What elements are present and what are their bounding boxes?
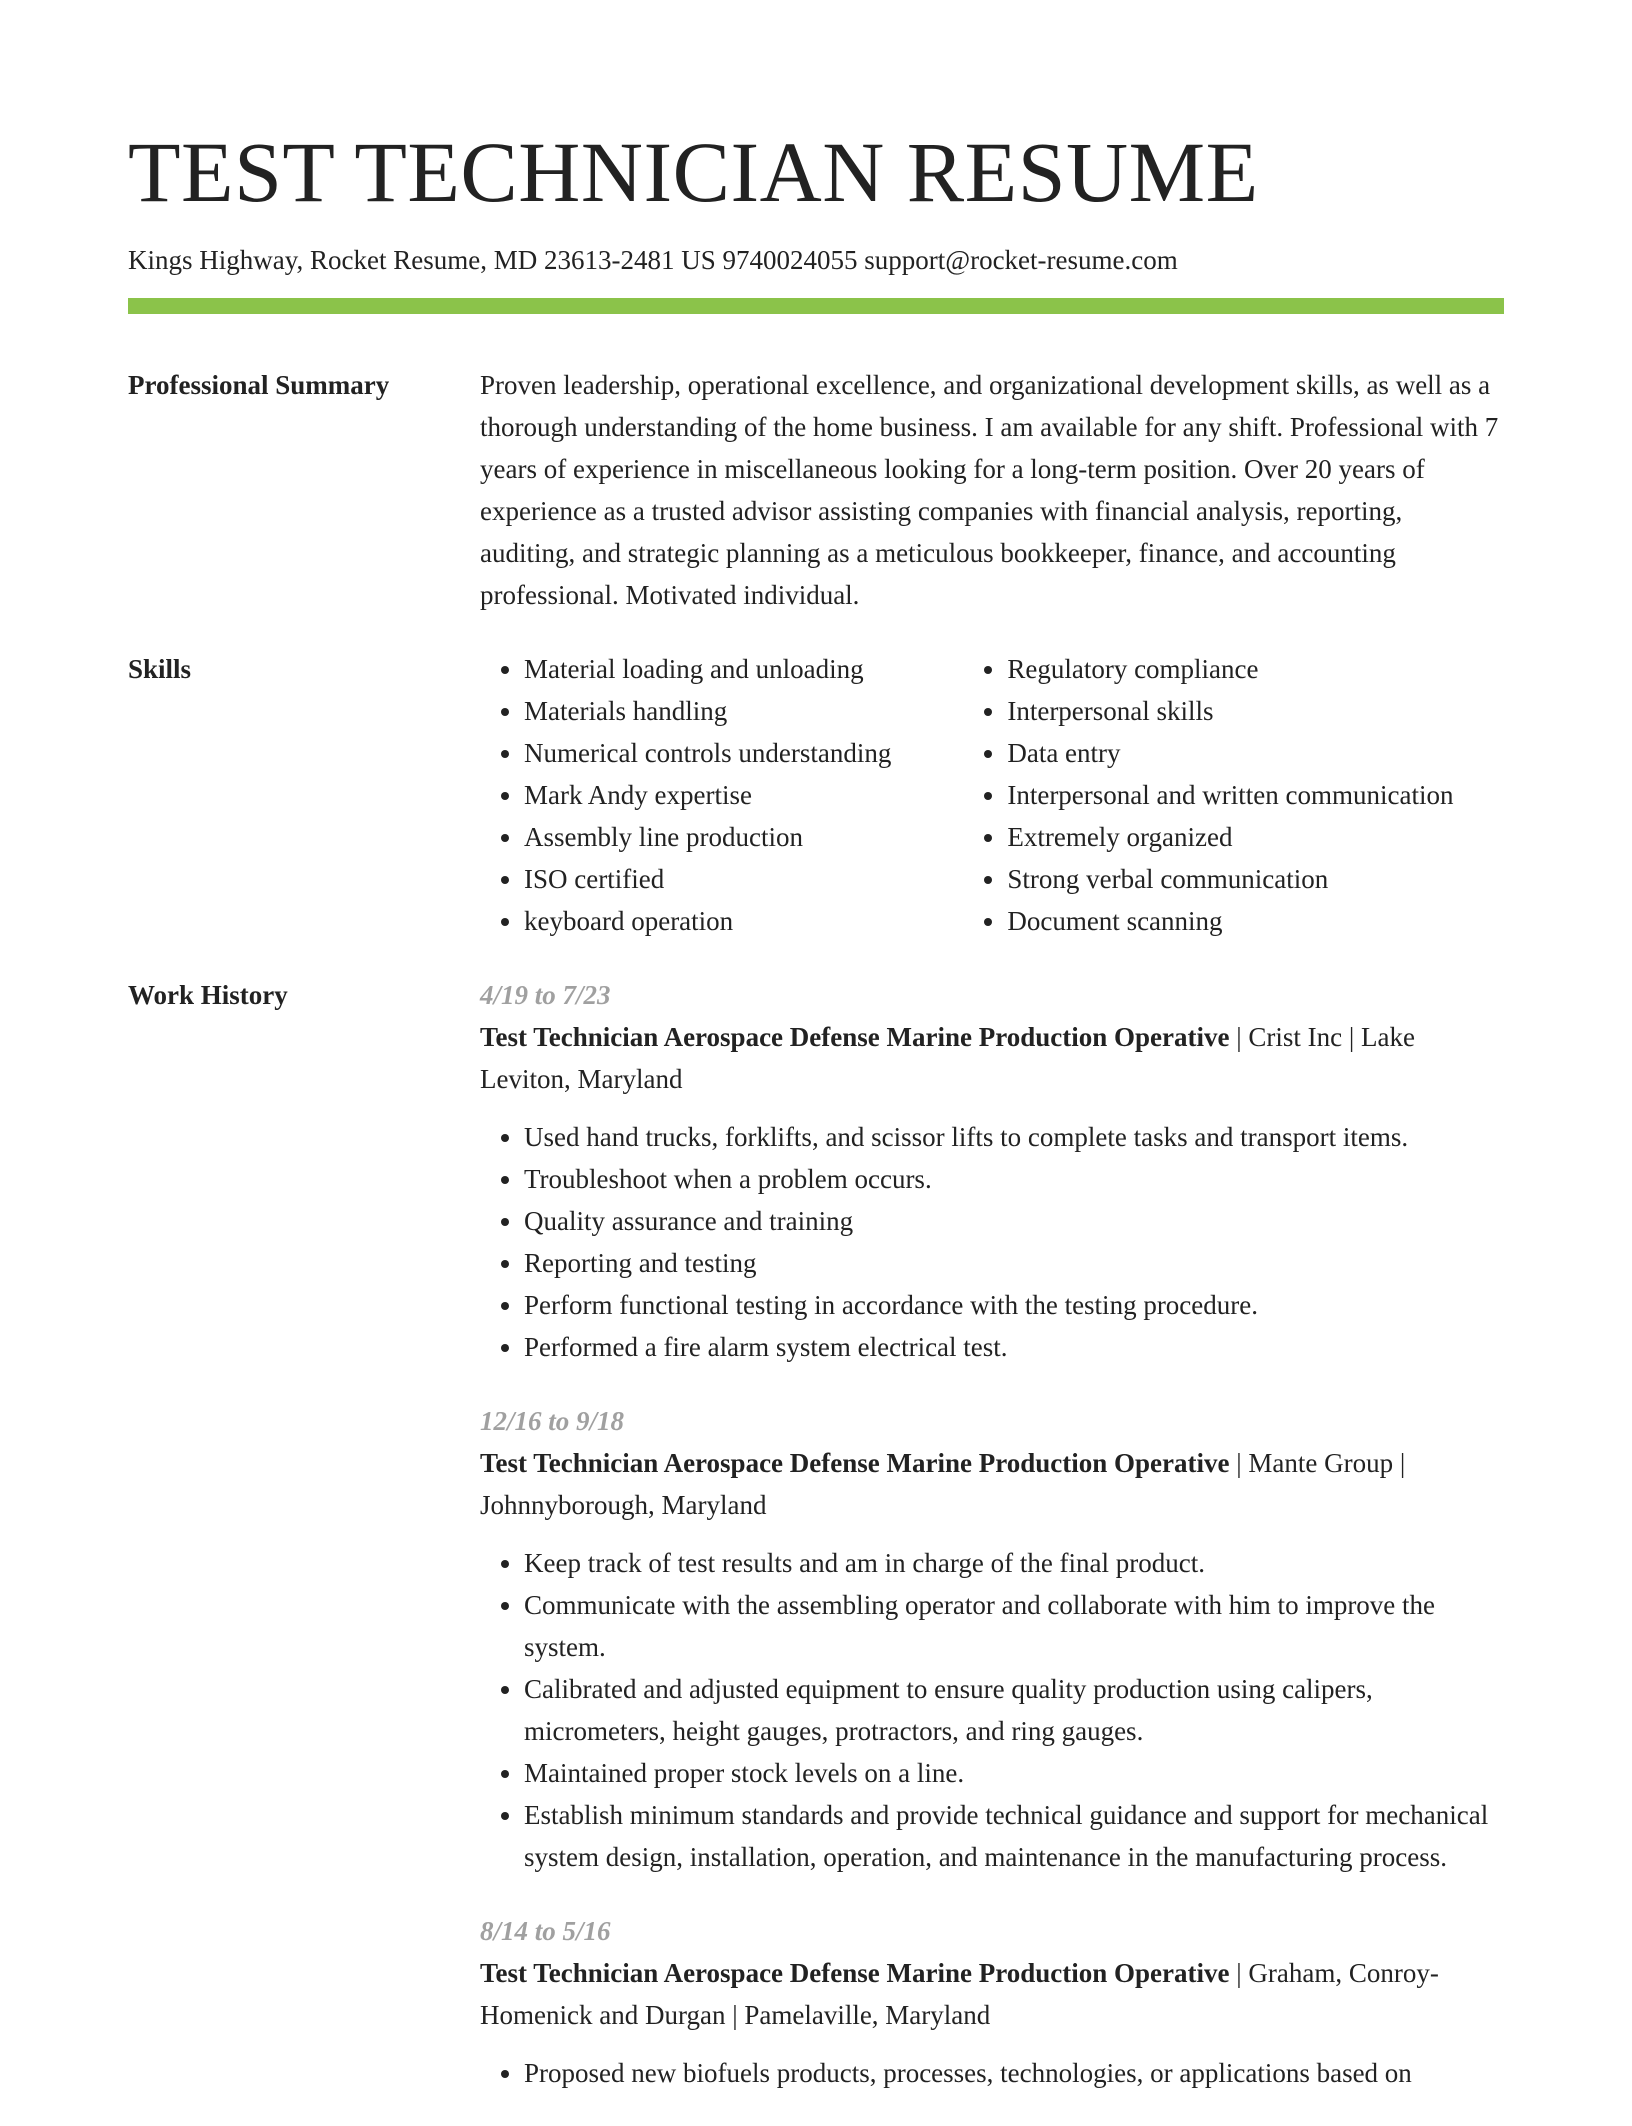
skill-item: • Numerical controls understanding	[524, 732, 963, 774]
skill-item: • Material loading and unloading	[524, 648, 963, 690]
job-duty: • Used hand trucks, forklifts, and scissor lifts to complete tasks and transport items.	[524, 1116, 1504, 1158]
job-duties-list	[480, 2052, 1504, 2094]
job-heading	[480, 1016, 1504, 1100]
summary-section	[128, 364, 1504, 616]
resume-title: TEST TECHNICIAN RESUME	[128, 124, 1259, 220]
job-heading	[480, 1442, 1504, 1526]
job-duties-list	[480, 1116, 1504, 1368]
job-duty: • Quality assurance and training	[524, 1200, 1504, 1242]
skills-list-left	[480, 648, 963, 942]
work-history-heading: Work History	[128, 980, 288, 1010]
skill-item: • ISO certified	[524, 858, 963, 900]
skill-item: • Strong verbal communication	[1007, 858, 1504, 900]
skills-list-right	[963, 648, 1504, 942]
job-date: 4/19 to 7/23	[480, 980, 611, 1010]
header-divider	[128, 298, 1504, 314]
job-duties-list	[480, 1542, 1504, 1878]
summary-body	[480, 364, 1504, 616]
skills-section	[128, 648, 1504, 942]
skill-item: • Interpersonal and written communication	[1007, 774, 1504, 816]
job-duty: • Calibrated and adjusted equipment to ensure quality production using calipers, micrometers, height gauges, protractors, and ring gauges.	[524, 1668, 1504, 1752]
job-date: 12/16 to 9/18	[480, 1406, 625, 1436]
job-duty: • Keep track of test results and am in charge of the final product.	[524, 1542, 1504, 1584]
skills-columns	[480, 648, 1504, 942]
job-duty: • Proposed new biofuels products, processes, technologies, or applications based on	[524, 2052, 1504, 2094]
contact-line: Kings Highway, Rocket Resume, MD 23613-2481 US 9740024055 support@rocket-resume.com	[128, 245, 1178, 275]
skills-body	[480, 648, 1504, 942]
job-heading	[480, 1952, 1504, 2036]
skills-heading: Skills	[128, 654, 192, 684]
job-duty: • Troubleshoot when a problem occurs.	[524, 1158, 1504, 1200]
job-duty: • Reporting and testing	[524, 1242, 1504, 1284]
job-employer-location: | Crist Inc | Lake Leviton, Maryland	[480, 1022, 1415, 1094]
job-duty: • Maintained proper stock levels on a line.	[524, 1752, 1504, 1794]
skill-item: • Regulatory compliance	[1007, 648, 1504, 690]
skill-item: • Assembly line production	[524, 816, 963, 858]
job-duty: • Establish minimum standards and provide technical guidance and support for mechanical system design, installation, operation, and maintenance in the manufacturing process.	[524, 1794, 1504, 1878]
summary-text: Proven leadership, operational excellence, and organizational development skills, as well as a thorough understanding of the home business. I am available for any shift. Professional with 7 years of experience in miscellaneous looking for a long-term position. Over 20 years of experience as a trusted advisor assisting companies with financial analysis, reporting, auditing, and strategic planning as a meticulous bookkeeper, finance, and accounting professional. Motivated individual.	[480, 370, 1499, 610]
job-employer-location: | Mante Group | Johnnyborough, Maryland	[480, 1448, 1406, 1520]
job-title: Test Technician Aerospace Defense Marine Production Operative	[480, 1448, 1230, 1478]
skill-item: • Extremely organized	[1007, 816, 1504, 858]
job-duty: • Communicate with the assembling operator and collaborate with him to improve the system.	[524, 1584, 1504, 1668]
job-date: 8/14 to 5/16	[480, 1916, 611, 1946]
job-entry	[480, 1910, 1504, 2094]
job-employer-location: | Graham, Conroy-Homenick and Durgan | Pamelaville, Maryland	[480, 1958, 1439, 2030]
skill-item: • Materials handling	[524, 690, 963, 732]
job-entry	[480, 974, 1504, 1368]
job-duty: • Perform functional testing in accordance with the testing procedure.	[524, 1284, 1504, 1326]
skill-item: • Interpersonal skills	[1007, 690, 1504, 732]
job-title: Test Technician Aerospace Defense Marine Production Operative	[480, 1022, 1230, 1052]
job-duty: • Performed a fire alarm system electrical test.	[524, 1326, 1504, 1368]
job-entry	[480, 1400, 1504, 1878]
job-title: Test Technician Aerospace Defense Marine Production Operative	[480, 1958, 1230, 1988]
resume-page	[128, 0, 1504, 2126]
work-history-body	[480, 974, 1504, 2126]
skill-item: • keyboard operation	[524, 900, 963, 942]
skill-item: • Document scanning	[1007, 900, 1504, 942]
skill-item: • Data entry	[1007, 732, 1504, 774]
skill-item: • Mark Andy expertise	[524, 774, 963, 816]
summary-heading: Professional Summary	[128, 370, 390, 400]
work-history-section	[128, 974, 1504, 2126]
